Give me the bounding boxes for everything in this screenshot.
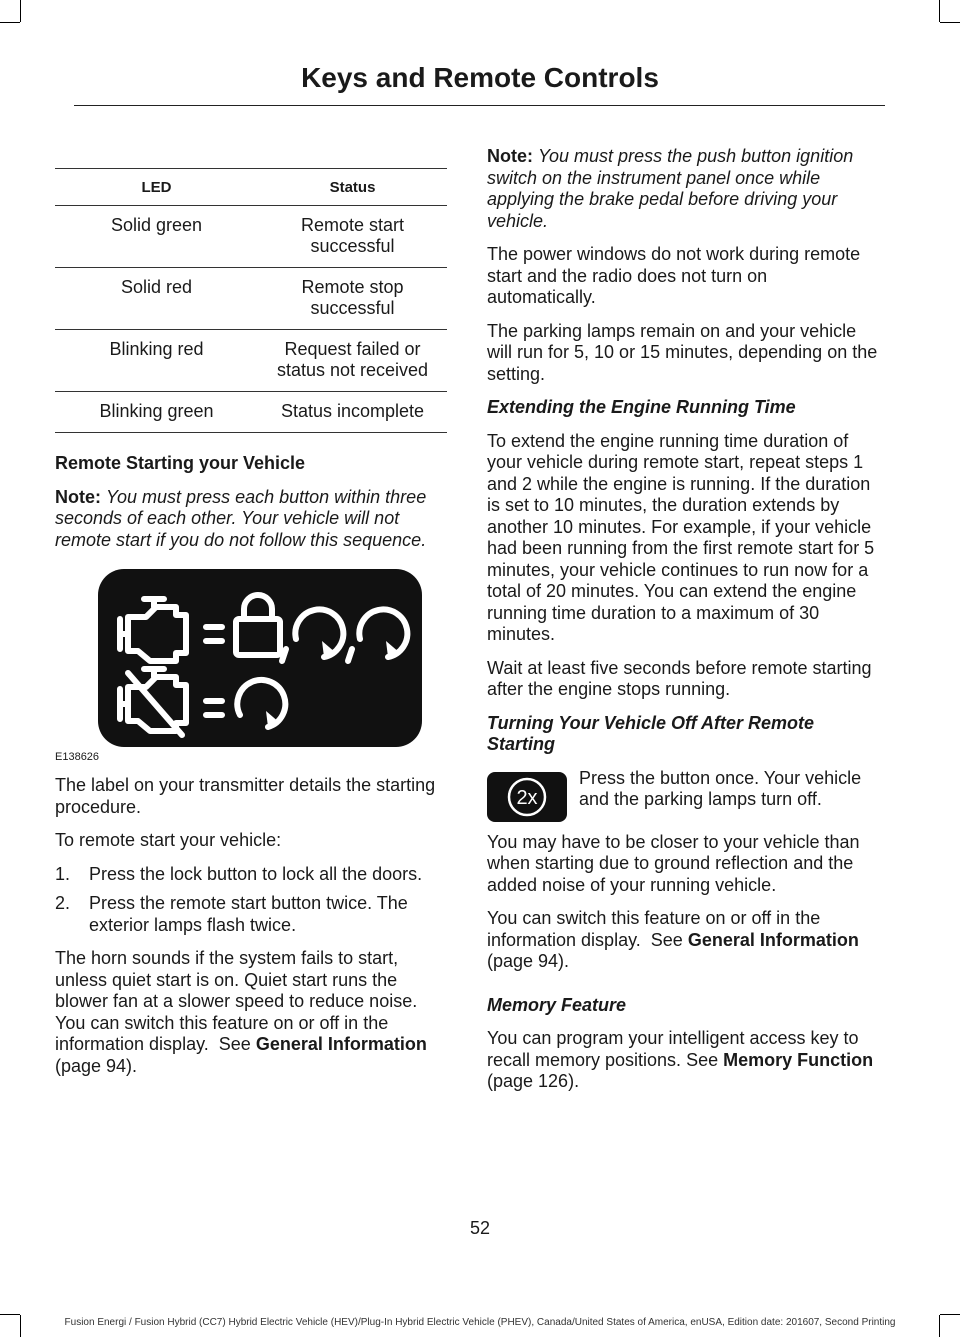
- page-ref: (page 94).: [55, 1055, 138, 1076]
- note: [55, 487, 447, 552]
- note: [487, 146, 879, 232]
- step-number: 1.: [55, 863, 71, 884]
- left-column: [55, 146, 447, 1089]
- table-header-status: Status: [258, 169, 447, 206]
- table-cell: Remote start successful: [258, 206, 447, 268]
- paragraph-text: You can switch this feature on or off in the information display.: [487, 908, 821, 950]
- remote-start-figure: [55, 569, 447, 765]
- paragraph: The parking lamps remain on and your vehicle will run for 5, 10 or 15 minutes, depending on the setting.: [487, 320, 878, 384]
- paragraph: [487, 908, 879, 973]
- paragraph: The power windows do not work during remote start and the radio does not turn on automatically.: [487, 244, 861, 307]
- figure-code: E138626: [55, 751, 100, 763]
- paragraph: The label on your transmitter details the starting procedure.: [55, 775, 436, 817]
- step-text: Press the remote start button twice. The exterior lamps flash twice.: [89, 893, 408, 935]
- icon-label: 2x: [516, 786, 538, 809]
- header-rule: [74, 105, 885, 106]
- crop-mark: [0, 22, 20, 23]
- steps-list: [55, 864, 447, 937]
- table-row: [55, 330, 447, 392]
- table-cell: Blinking red: [55, 330, 258, 392]
- remote-start-2x-icon: [487, 772, 567, 822]
- note-text: You must press each button within three seconds of each other. Your vehicle will not remote start if you do not follow this sequence.: [55, 486, 427, 550]
- table-cell: Request failed or status not received: [258, 330, 447, 392]
- list-item: [55, 864, 447, 886]
- table-cell: Status incomplete: [258, 392, 447, 433]
- note-text: You must press the push button ignition switch on the instrument panel once while applying the brake pedal before driving your vehicle.: [487, 146, 854, 231]
- table-row: [55, 392, 447, 433]
- see-text: See: [218, 1034, 251, 1054]
- table-row: [55, 268, 447, 330]
- section-heading: Memory Feature: [487, 994, 627, 1015]
- page-ref: (page 126).: [487, 1071, 580, 1091]
- paragraph: To extend the engine running time duration of your vehicle during remote start, repeat steps 1 and 2 while the engine is running. If the duration is set to 10 minutes, the duration extends by another 10 minutes. For example, if your vehicle had been running from the first remote start for 5 minutes, your vehicle continues to run now for a total of 20 minutes. You can extend the engine running time duration to a maximum of 30 minutes.: [487, 430, 875, 644]
- page-ref: (page 94).: [487, 951, 570, 971]
- footer: Fusion Energi / Fusion Hybrid (CC7) Hybrid Electric Vehicle (HEV)/Plug-In Hybrid Electric Vehicle (PHEV), Canada/United States of America, enUSA, Edition date: 201607, Second Printing: [64, 1317, 896, 1328]
- step-text: Press the lock button to lock all the doors.: [89, 863, 423, 884]
- general-information-link[interactable]: General Information: [255, 1034, 427, 1054]
- note-label: Note:: [55, 486, 101, 507]
- paragraph-text: You can program your intelligent access key to recall memory positions. See: [487, 1028, 859, 1070]
- table-cell: Solid green: [55, 206, 258, 268]
- led-status-table: [55, 168, 447, 433]
- crop-mark: [940, 1314, 960, 1315]
- table-header-led: LED: [55, 169, 258, 206]
- table-cell: Solid red: [55, 268, 258, 330]
- general-information-link[interactable]: General Information: [687, 929, 859, 950]
- remote-start-2x-icon-graphic: [487, 772, 567, 822]
- paragraph: Wait at least five seconds before remote starting after the engine stops running.: [487, 657, 872, 699]
- memory-function-link[interactable]: Memory Function: [723, 1049, 874, 1070]
- see-text: See: [650, 929, 683, 950]
- list-item: [55, 893, 447, 936]
- paragraph: To remote start your vehicle:: [55, 830, 282, 850]
- page-title: Keys and Remote Controls: [301, 62, 659, 93]
- paragraph: [487, 1028, 879, 1093]
- section-heading: Turning Your Vehicle Off After Remote Starting: [487, 712, 815, 754]
- paragraph: Press the button once. Your vehicle and the parking lamps turn off.: [579, 767, 862, 809]
- page-number: 52: [469, 1218, 491, 1238]
- press-button-block: [487, 768, 879, 822]
- table-row: [55, 206, 447, 268]
- paragraph: [55, 948, 447, 1077]
- section-heading: Remote Starting your Vehicle: [55, 453, 306, 473]
- right-column: [487, 146, 879, 1105]
- paragraph-text: The horn sounds if the system fails to start, unless quiet start is on. Quiet start runs the blower fan at a slower speed to reduce noise. You can switch this feature on or off in the information display.: [55, 948, 418, 1054]
- figure-panel: [98, 569, 422, 747]
- note-label: Note:: [487, 146, 533, 166]
- crop-mark: [940, 22, 960, 23]
- crop-mark: [0, 1314, 20, 1315]
- engine-lock-remote-start-icon: [98, 569, 422, 747]
- crop-mark: [20, 0, 21, 22]
- table-cell: Blinking green: [55, 392, 258, 433]
- step-number: 2.: [55, 893, 71, 913]
- crop-mark: [939, 0, 940, 22]
- section-heading: Extending the Engine Running Time: [487, 397, 796, 417]
- table-cell: Remote stop successful: [258, 268, 447, 330]
- paragraph: You may have to be closer to your vehicle than when starting due to ground reflection and the added noise of your running vehicle.: [487, 831, 860, 895]
